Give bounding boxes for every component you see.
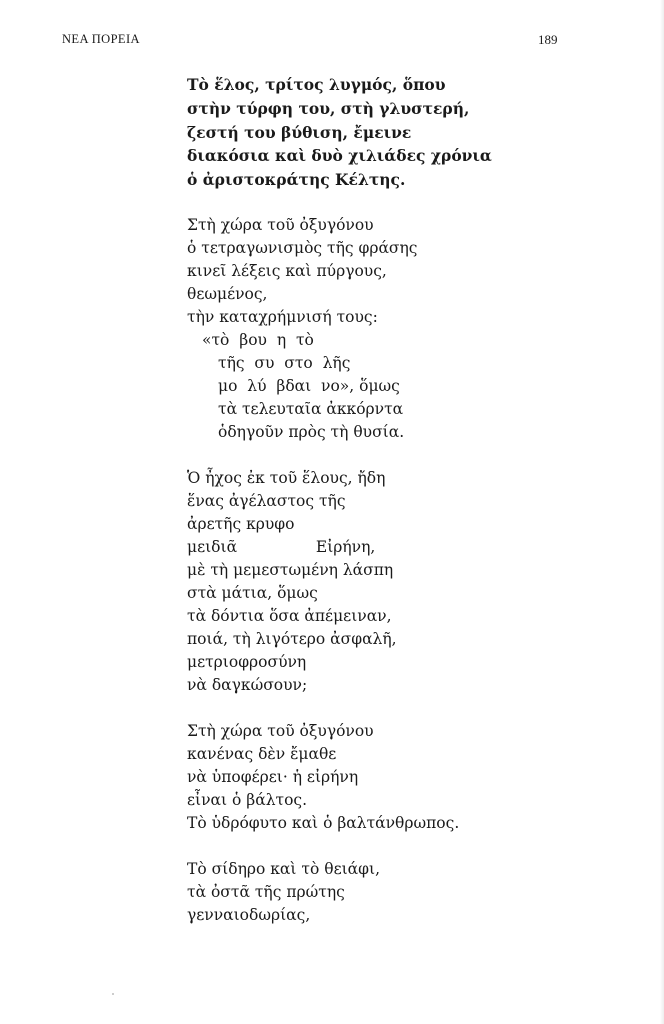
poem-line: Στὴ χώρα τοῦ ὀξυγόνου (187, 215, 374, 234)
poem-line: μὲ τὴ μεμεστωμένη λάσπη (187, 560, 394, 579)
poem-line: διακόσια καὶ δυὸ χιλιάδες χρόνια (187, 146, 492, 166)
poem-line: νὰ δαγκώσουν; (187, 675, 308, 694)
poem-line: ποιά, τὴ λιγότερο ἀσφαλῆ, (187, 629, 397, 648)
poem-line: γενναιοδωρίας, (187, 905, 311, 924)
paper-speck (112, 993, 114, 995)
poem-line: ἕνας ἀγέλαστος τῆς (187, 491, 346, 510)
poem-line: εἶναι ὁ βάλτος. (187, 790, 308, 809)
stanza (187, 858, 607, 927)
poem-line: Ὁ ἦχος ἐκ τοῦ ἕλους, ἤδη (187, 468, 386, 487)
poem-line: ὁ τετραγωνισμὸς τῆς φράσης (187, 238, 418, 257)
poem-line: μετριοφροσύνη (187, 652, 307, 671)
poem-line: κινεῖ λέξεις καὶ πύργους, (187, 261, 387, 280)
poem-line: τὰ ὀστᾶ τῆς πρώτης (187, 882, 345, 901)
stanza (187, 467, 607, 697)
poem-line: στὰ μάτια, ὅμως (187, 583, 318, 602)
poem-line: τὴν καταχρήμνισή τους: (187, 307, 378, 326)
poem-line-indented: τὰ τελευταῖα ἀκκόρντα (218, 399, 404, 418)
poem-line: Τὸ ἕλος, τρίτος λυγμός, ὅπου (187, 75, 446, 94)
poem-line: ζεστή του βύθιση, ἔμεινε (187, 122, 412, 142)
poem-line: νὰ ὑποφέρει· ἡ εἰρήνη (187, 767, 359, 786)
stanza (187, 720, 607, 835)
stanza (187, 214, 607, 444)
poem-line: θεωμένος, (187, 284, 268, 303)
page-number: 189 (538, 32, 558, 47)
poem-line-indented: μο λύ βδαι νο», ὅμως (218, 376, 400, 395)
poem-line: Τὸ ὑδρόφυτο καὶ ὁ βαλτάνθρωπος. (187, 813, 460, 832)
poem-body (187, 73, 607, 950)
poem-line-indented: «τὸ βου η τὸ (202, 330, 314, 349)
poem-line-indented: τῆς συ στο λῆς (218, 353, 351, 372)
poem-line: ὁ ἀριστοκράτης Κέλτης. (187, 170, 406, 190)
poem-line: Τὸ σίδηρο καὶ τὸ θειάφι, (187, 859, 381, 878)
poem-line-indented: ὁδηγοῦν πρὸς τὴ θυσία. (218, 422, 405, 441)
running-title: ΝΕΑ ΠΟΡΕΙΑ (62, 32, 140, 46)
poem-line: μειδιᾶ Εἰρήνη, (187, 537, 376, 556)
stanza (187, 73, 607, 192)
poem-line: κανένας δὲν ἔμαθε (187, 744, 337, 763)
page-edge-shadow (660, 0, 664, 1024)
poem-line: στὴν τύρφη του, στὴ γλυστερή, (187, 98, 470, 118)
poem-line: ἀρετῆς κρυφο (187, 514, 295, 533)
poem-line: τὰ δόντια ὅσα ἀπέμειναν, (187, 606, 392, 625)
poem-line: Στὴ χώρα τοῦ ὀξυγόνου (187, 721, 374, 740)
